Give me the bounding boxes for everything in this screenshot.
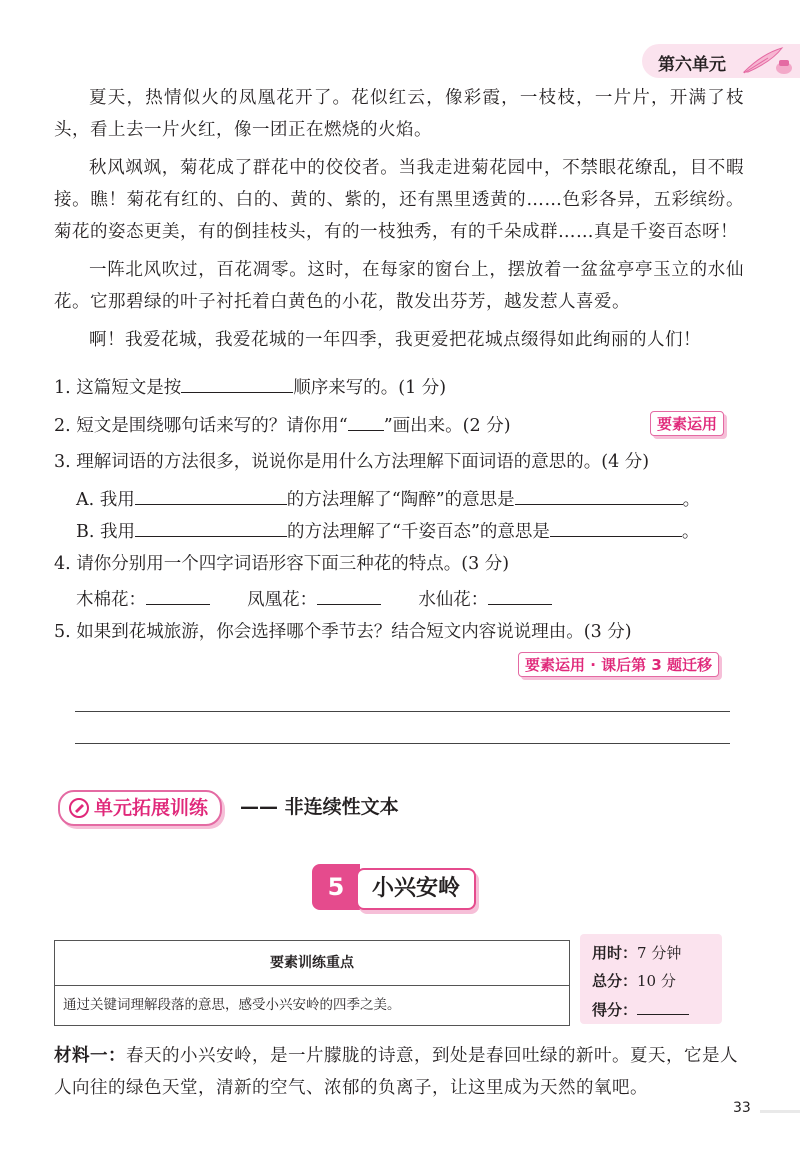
material-1	[54, 1040, 744, 1104]
score-blank[interactable]	[637, 998, 689, 1015]
lesson-title: 小兴安岭	[356, 868, 476, 910]
answer-blank[interactable]	[317, 584, 381, 605]
answer-blank[interactable]	[135, 484, 287, 505]
material-label: 材料一：	[54, 1046, 126, 1066]
question-3a-text: A. 我用	[76, 490, 135, 510]
paragraph-2: 秋风飒飒，菊花成了群花中的佼佼者。当我走进菊花园中，不禁眼花缭乱，目不暇接。瞧！菊花有红的、白的、黄的、紫的，还有黑里透黄的……色彩各异，五彩缤纷。菊花的姿态更美，有的倒挂枝头，有的一枝独秀，有的千朵成群……真是千姿百态呀！	[54, 158, 744, 242]
score-box	[580, 934, 722, 1024]
question-2-text: 2. 短文是围绕哪句话来写的？请你用“	[54, 416, 348, 436]
question-3b-text: B. 我用	[76, 522, 135, 542]
question-3a-text-2: 的方法理解了“陶醉”的意思是	[286, 490, 515, 510]
time-value: 7 分钟	[637, 944, 682, 962]
answer-blank[interactable]	[135, 516, 287, 537]
focus-table	[54, 940, 570, 1026]
footer-divider	[760, 1110, 800, 1113]
score-label: 得分：	[592, 1001, 638, 1019]
passage	[54, 82, 744, 356]
paragraph-1: 夏天，热情似火的凤凰花开了。花似红云，像彩霞，一枝枝，一片片，开满了枝头，看上去一片火红，像一团正在燃烧的火焰。	[54, 88, 744, 140]
question-1-points: 顺序来写的。(1 分)	[293, 378, 447, 398]
question-3b	[76, 516, 699, 546]
skill-tag: 要素运用	[650, 411, 724, 436]
paragraph-4: 啊！我爱花城，我爱花城的一年四季，我更爱把花城点缀得如此绚丽的人们！	[89, 330, 701, 350]
question-2-points: ”画出来。(2 分)	[383, 416, 511, 436]
pencil-hand-icon	[68, 797, 90, 819]
feather-pen-icon	[738, 46, 794, 76]
answer-blank[interactable]	[515, 484, 683, 505]
answer-blank[interactable]	[550, 516, 682, 537]
focus-content: 通过关键词理解段落的意思，感受小兴安岭的四季之美。	[63, 997, 401, 1013]
underline-sample	[348, 410, 384, 431]
section-subtitle: —— 非连续性文本	[240, 796, 399, 818]
total-value: 10 分	[637, 972, 676, 990]
material-text: 春天的小兴安岭，是一片朦胧的诗意，到处是春回吐绿的新叶。夏天，它是人人向往的绿色天堂，清新的空气、浓郁的负离子，让这里成为天然的氧吧。	[54, 1046, 738, 1098]
lesson-number: 5	[312, 864, 360, 910]
answer-blank[interactable]	[181, 372, 293, 393]
question-1	[54, 372, 446, 402]
question-1-text: 1. 这篇短文是按	[54, 378, 182, 398]
flower-label-phoenix: 凤凰花：	[247, 590, 318, 610]
question-3a	[76, 484, 700, 514]
total-row	[592, 970, 676, 991]
question-3b-text-2: 的方法理解了“千姿百态”的意思是	[287, 522, 550, 542]
question-2	[54, 410, 511, 440]
time-label: 用时：	[592, 944, 638, 962]
question-4-answers	[76, 584, 552, 614]
answer-blank[interactable]	[488, 584, 552, 605]
question-5: 5. 如果到花城旅游，你会选择哪个季节去？结合短文内容说说理由。(3 分)	[54, 622, 632, 642]
unit-label: 第六单元	[658, 55, 726, 75]
section-badge	[58, 790, 222, 826]
paragraph-3: 一阵北风吹过，百花凋零。这时，在每家的窗台上，摆放着一盆盆亭亭玉立的水仙花。它那碧绿的叶子衬托着白黄色的小花，散发出芬芳，越发惹人喜爱。	[54, 260, 744, 312]
answer-line[interactable]	[75, 743, 730, 744]
skill-tag: 要素运用 · 课后第 3 题迁移	[518, 652, 719, 677]
flower-label-narcissus: 水仙花：	[418, 590, 489, 610]
page-number: 33	[733, 1100, 751, 1116]
unit-tab	[642, 44, 800, 78]
answer-line[interactable]	[75, 711, 730, 712]
question-4: 4. 请你分别用一个四字词语形容下面三种花的特点。(3 分)	[54, 554, 510, 574]
section-title: 单元拓展训练	[94, 797, 209, 819]
flower-label-kapok: 木棉花：	[76, 590, 146, 610]
focus-heading: 要素训练重点	[55, 941, 569, 986]
score-row	[592, 998, 689, 1020]
period: 。	[681, 522, 700, 542]
total-label: 总分：	[592, 972, 638, 990]
question-3: 3. 理解词语的方法很多，说说你是用什么方法理解下面词语的意思的。(4 分)	[54, 452, 650, 472]
time-row	[592, 942, 681, 963]
answer-blank[interactable]	[146, 584, 210, 605]
period: 。	[682, 490, 701, 510]
